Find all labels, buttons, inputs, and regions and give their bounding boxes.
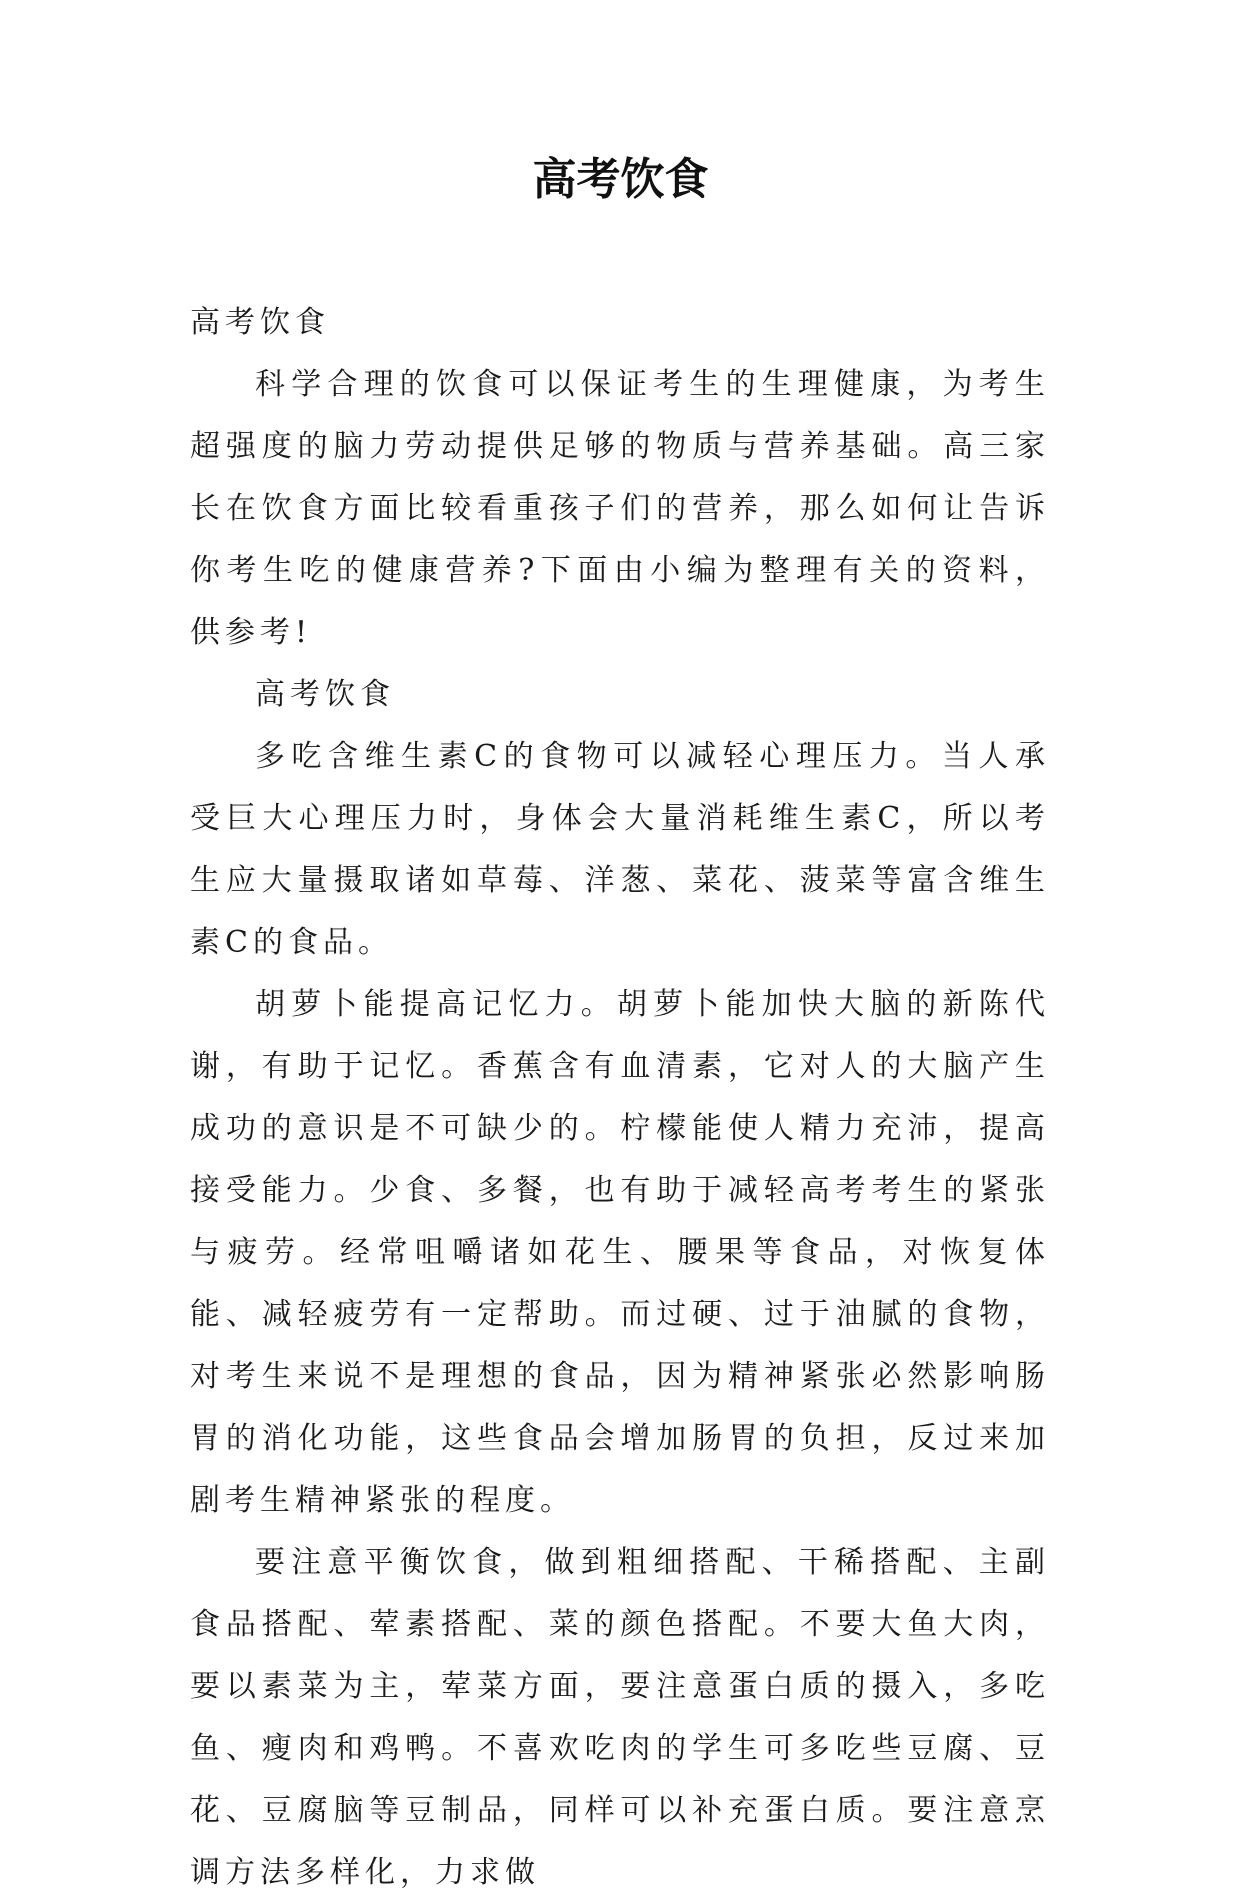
document-body [190,292,1050,1904]
document-title: 高考饮食 [532,154,709,205]
paragraph-intro: 科学合理的饮食可以保证考生的生理健康，为考生超强度的脑力劳动提供足够的物质与营养基础。高三家长在饮食方面比较看重孩子们的营养，那么如何让告诉你考生吃的健康营养?下面由小编为整理有关的资料，供参考! [190,367,1050,650]
paragraph-vitamin-c: 多吃含维生素C的食物可以减轻心理压力。当人承受巨大心理压力时，身体会大量消耗维生素C，所以考生应大量摄取诸如草莓、洋葱、菜花、菠菜等富含维生素C的食品。 [190,739,1050,960]
paragraph-balanced-diet: 要注意平衡饮食，做到粗细搭配、干稀搭配、主副食品搭配、荤素搭配、菜的颜色搭配。不要大鱼大肉，要以素菜为主，荤菜方面，要注意蛋白质的摄入，多吃鱼、瘦肉和鸡鸭。不喜欢吃肉的学生可多吃些豆腐、豆花、豆腐脑等豆制品，同样可以补充蛋白质。要注意烹调方法多样化，力求做 [190,1545,1050,1890]
paragraph-memory-foods: 胡萝卜能提高记忆力。胡萝卜能加快大脑的新陈代谢，有助于记忆。香蕉含有血清素，它对人的大脑产生成功的意识是不可缺少的。柠檬能使人精力充沛，提高接受能力。少食、多餐，也有助于减轻高考考生的紧张与疲劳。经常咀嚼诸如花生、腰果等食品，对恢复体能、减轻疲劳有一定帮助。而过硬、过于油腻的食物，对考生来说不是理想的食品，因为精神紧张必然影响肠胃的消化功能，这些食品会增加肠胃的负担，反过来加剧考生精神紧张的程度。 [190,987,1050,1518]
paragraph-subheading: 高考饮食 [255,677,395,712]
paragraph-heading: 高考饮食 [190,305,330,340]
